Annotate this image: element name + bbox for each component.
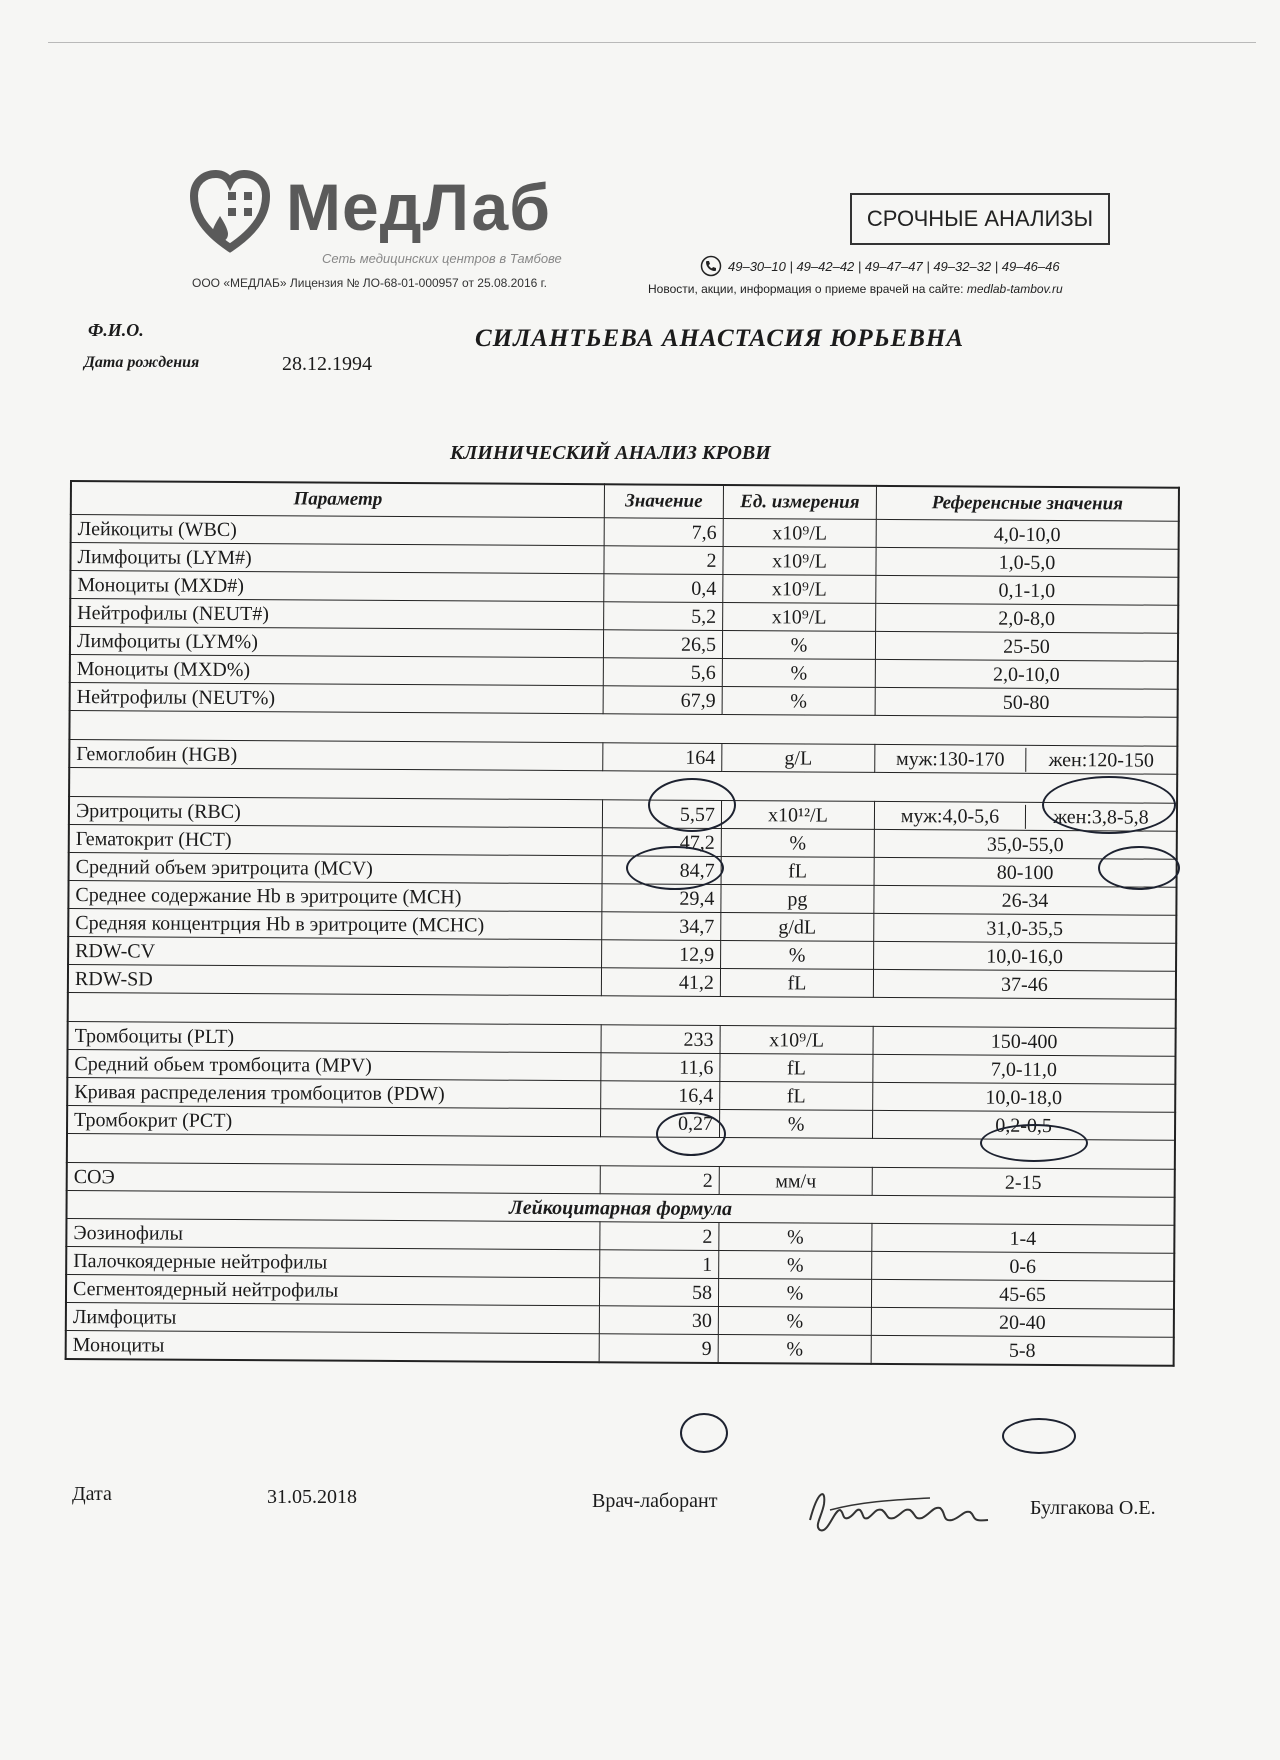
reference-cell: 2,0-8,0	[876, 603, 1179, 633]
reference-cell: 5-8	[871, 1335, 1174, 1365]
doctor-name: Булгакова О.Е.	[1030, 1497, 1156, 1519]
parameter-cell: Лимфоциты (LYM%)	[70, 627, 604, 658]
unit-cell: x10⁹/L	[723, 546, 876, 575]
reference-cell: 37-46	[873, 969, 1176, 999]
value-cell: 2	[600, 1166, 719, 1195]
reference-cell: 10,0-18,0	[873, 1082, 1176, 1112]
dob-value: 28.12.1994	[282, 353, 372, 375]
header-reference: Референсные значения	[876, 486, 1179, 521]
parameter-cell: Нейтрофилы (NEUT%)	[70, 683, 604, 714]
reference-cell: 80-100	[874, 857, 1177, 887]
pen-circle-rbc-value	[626, 846, 724, 890]
unit-cell: x10¹²/L	[721, 800, 874, 829]
unit-cell: %	[722, 658, 875, 687]
reference-cell: 0,1-1,0	[876, 575, 1179, 605]
parameter-cell: Моноциты	[66, 1330, 600, 1362]
urgent-tests-box: СРОЧНЫЕ АНАЛИЗЫ	[850, 193, 1110, 245]
brand-name: МедЛаб	[286, 170, 552, 244]
reference-cell: 45-65	[871, 1279, 1174, 1309]
reference-cell: 2,0-10,0	[875, 659, 1178, 689]
medlab-logo-icon	[190, 168, 270, 258]
reference-cell: 26-34	[874, 885, 1177, 915]
value-cell: 5,2	[604, 602, 723, 631]
parameter-cell: Эозинофилы	[66, 1218, 600, 1249]
reference-cell: 2-15	[872, 1167, 1175, 1197]
parameter-cell: Моноциты (MXD#)	[70, 571, 604, 602]
reference-cell: 4,0-10,0	[876, 519, 1179, 549]
reference-cell: 0,2-0,5	[872, 1110, 1175, 1140]
date-label: Дата	[72, 1483, 112, 1505]
parameter-cell: Среднее содержание Hb в эритроците (MCH)	[68, 880, 602, 911]
unit-cell: %	[721, 828, 874, 857]
results-table	[65, 480, 1180, 1367]
reference-cell: 25-50	[875, 631, 1178, 661]
unit-cell: x10⁹/L	[720, 1025, 873, 1054]
phone-numbers: 49–30–10 | 49–42–42 | 49–47–47 | 49–32–32 | 49–46–46	[728, 258, 1060, 274]
unit-cell: x10⁹/L	[723, 602, 876, 631]
parameter-cell: Средняя концентрция Hb в эритроците (MCHC)	[68, 908, 602, 939]
parameter-cell: RDW-SD	[68, 964, 602, 995]
dob-label: Дата рождения	[84, 354, 200, 371]
unit-cell: pg	[721, 884, 874, 913]
value-cell: 34,7	[602, 912, 721, 941]
unit-cell: %	[722, 630, 875, 659]
unit-cell: мм/ч	[719, 1166, 872, 1195]
unit-cell: %	[721, 940, 874, 969]
top-border-line	[48, 42, 1256, 43]
value-cell: 58	[599, 1278, 718, 1307]
patient-name: СИЛАНТЬЕВА АНАСТАСИЯ ЮРЬЕВНА	[475, 325, 965, 352]
value-cell: 29,4	[602, 884, 721, 913]
section-title: Лейкоцитарная формула	[66, 1190, 1174, 1225]
header-unit: Ед. измерения	[723, 485, 876, 519]
header-parameter: Параметр	[71, 481, 605, 518]
reference-male: муж:4,0-5,6	[900, 804, 1000, 828]
parameter-cell: Гематокрит (HCT)	[69, 824, 603, 855]
unit-cell: %	[719, 1109, 872, 1138]
parameter-cell: Тромбоциты (PLT)	[68, 1021, 602, 1052]
parameter-cell: Лейкоциты (WBC)	[71, 515, 605, 546]
unit-cell: g/L	[722, 743, 875, 772]
reference-cell: 20-40	[871, 1307, 1174, 1337]
reference-cell: 10,0-16,0	[874, 941, 1177, 971]
header-value: Значение	[604, 484, 723, 518]
parameter-cell: Эритроциты (RBC)	[69, 797, 603, 828]
parameter-cell: Средний обьем тромбоцита (MPV)	[67, 1049, 601, 1080]
license-text: ООО «МЕДЛАБ» Лицензия № ЛО-68-01-000957 от 25.08.2016 г.	[192, 276, 547, 290]
unit-cell: fL	[720, 1053, 873, 1082]
pen-circle-mpv-ref	[980, 1124, 1088, 1162]
parameter-cell: Моноциты (MXD%)	[70, 655, 604, 686]
value-cell: 30	[599, 1306, 718, 1335]
parameter-cell: Лимфоциты	[66, 1302, 600, 1333]
pen-circle-mpv-value	[656, 1112, 726, 1156]
parameter-cell: Кривая распределения тромбоцитов (PDW)	[67, 1077, 601, 1108]
value-cell: 5,6	[603, 658, 722, 687]
brand-tagline: Сеть медицинских центров в Тамбове	[322, 251, 562, 266]
unit-cell: %	[718, 1334, 871, 1363]
phone-icon	[700, 255, 722, 277]
value-cell: 26,5	[603, 630, 722, 659]
news-line	[648, 282, 1063, 296]
reference-cell: 1,0-5,0	[876, 547, 1179, 577]
pen-circle-hgb-value	[648, 778, 736, 832]
parameter-cell: Лимфоциты (LYM#)	[70, 543, 604, 574]
value-cell: 233	[601, 1025, 720, 1054]
value-cell: 7,6	[604, 518, 723, 547]
unit-cell: x10⁹/L	[723, 574, 876, 603]
value-cell: 2	[600, 1222, 719, 1251]
doctor-role: Врач-лаборант	[592, 1490, 718, 1512]
unit-cell: %	[722, 686, 875, 715]
value-cell: 0,4	[604, 574, 723, 603]
parameter-cell: Средний объем эритроцита (MCV)	[69, 852, 603, 883]
value-cell: 5,57	[602, 800, 721, 829]
pen-circle-hgb-ref	[1042, 776, 1176, 834]
parameter-cell: RDW-CV	[68, 936, 602, 967]
reference-female: жен:120-150	[1025, 747, 1176, 772]
reference-male: муж:130-170	[896, 747, 1005, 771]
signature-image	[800, 1480, 1000, 1535]
report-date: 31.05.2018	[267, 1486, 357, 1508]
parameter-cell: Палочкоядерные нейтрофилы	[66, 1246, 600, 1277]
site-link[interactable]: medlab-tambov.ru	[966, 282, 1063, 296]
value-cell: 16,4	[601, 1081, 720, 1110]
unit-cell: g/dL	[721, 912, 874, 941]
parameter-cell: Гемоглобин (HGB)	[69, 740, 603, 771]
pen-circle-mono-value	[680, 1413, 728, 1453]
unit-cell: x10⁹/L	[723, 518, 876, 547]
reference-cell: 0-6	[872, 1251, 1175, 1281]
document-title: КЛИНИЧЕСКИЙ АНАЛИЗ КРОВИ	[450, 442, 771, 464]
unit-cell: %	[718, 1278, 871, 1307]
unit-cell: %	[719, 1250, 872, 1279]
phone-line	[700, 255, 1060, 277]
value-cell: 9	[599, 1334, 718, 1363]
value-cell: 67,9	[603, 686, 722, 715]
unit-cell: fL	[721, 856, 874, 885]
reference-cell: 1-4	[872, 1223, 1175, 1253]
pen-circle-rbc-ref	[1098, 846, 1180, 890]
parameter-cell: Тромбокрит (PCT)	[67, 1105, 601, 1136]
value-cell: 12,9	[602, 940, 721, 969]
reference-cell: 35,0-55,0	[874, 829, 1177, 859]
reference-female: жен:3,8-5,8	[1025, 804, 1176, 829]
value-cell: 11,6	[601, 1053, 720, 1082]
unit-cell: %	[718, 1306, 871, 1335]
parameter-cell: СОЭ	[67, 1162, 601, 1193]
reference-cell-split	[875, 744, 1178, 774]
parameter-cell: Нейтрофилы (NEUT#)	[70, 599, 604, 630]
value-cell: 2	[604, 546, 723, 575]
news-text: Новости, акции, информация о приеме врачей на сайте:	[648, 282, 964, 296]
value-cell: 0,27	[600, 1109, 719, 1138]
value-cell: 164	[603, 743, 722, 772]
value-cell: 47,2	[602, 828, 721, 857]
value-cell: 84,7	[602, 856, 721, 885]
unit-cell: %	[719, 1222, 872, 1251]
unit-cell: fL	[720, 968, 873, 997]
fio-label: Ф.И.О.	[88, 320, 144, 340]
value-cell: 1	[600, 1250, 719, 1279]
parameter-cell: Сегментоядерный нейтрофилы	[66, 1274, 600, 1305]
reference-cell: 50-80	[875, 687, 1178, 717]
unit-cell: fL	[720, 1081, 873, 1110]
reference-cell: 31,0-35,5	[874, 913, 1177, 943]
pen-circle-mono-ref	[1002, 1418, 1076, 1454]
reference-cell: 7,0-11,0	[873, 1054, 1176, 1084]
value-cell: 41,2	[601, 968, 720, 997]
table-row	[66, 1330, 1174, 1365]
reference-cell: 150-400	[873, 1026, 1176, 1056]
